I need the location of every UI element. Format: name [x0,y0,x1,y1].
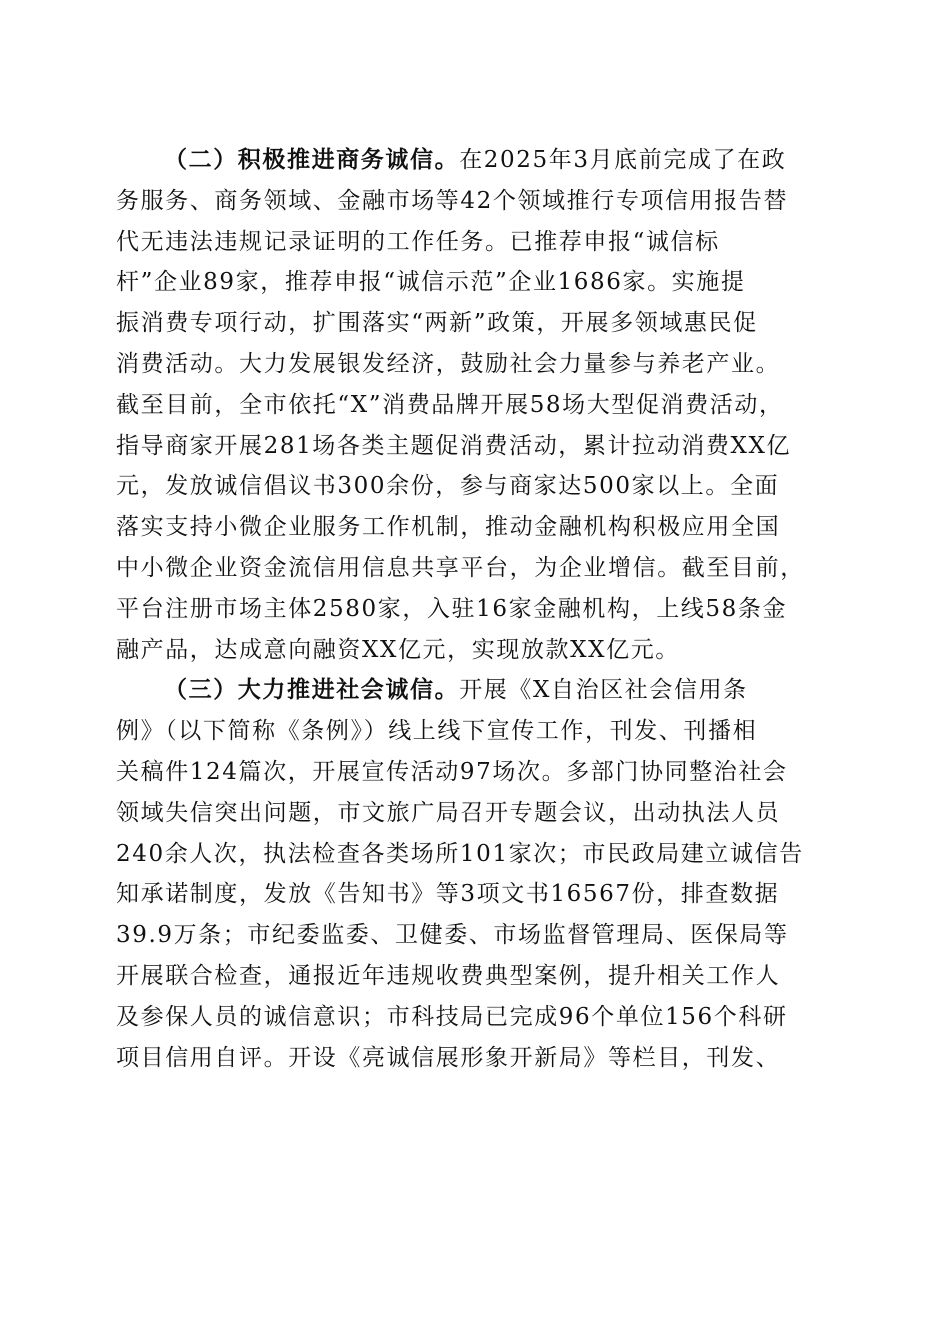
paragraph-2-line-6: 消费活动。大力发展银发经济，鼓励社会力量参与养老产业。 [116,350,781,377]
paragraph-3-line-10: 项目信用自评。开设《亮诚信展形象开新局》等栏目，刊发、 [116,1044,781,1071]
paragraph-3-line-5: 240余人次，执法检查各类场所101家次；市民政局建立诚信告 [116,840,804,867]
paragraph-2-line-3: 代无违法违规记录证明的工作任务。已推荐申报“诚信标 [116,228,720,255]
paragraph-2-line-9: 元，发放诚信倡议书300余份，参与商家达500家以上。全面 [116,473,780,500]
paragraph-3-line-8: 开展联合检查，通报近年违规收费典型案例，提升相关工作人 [116,962,781,989]
paragraph-2-line-5: 振消费专项行动，扩围落实“两新”政策，开展多领域惠民促 [116,310,758,337]
paragraph-2-heading: （二）积极推进商务诚信。 [164,146,460,173]
paragraph-2-line-7: 截至目前，全市依托“X”消费品牌开展58场大型促消费活动， [116,391,784,418]
paragraph-2-line-8: 指导商家开展281场各类主题促消费活动，累计拉动消费XX亿 [116,432,792,459]
paragraph-3-line-7: 39.9万条；市纪委监委、卫健委、市场监督管理局、医保局等 [116,922,789,949]
paragraph-3-line-6: 知承诺制度，发放《告知书》等3项文书16567份，排查数据 [116,881,780,908]
paragraph-3-line-3: 关稿件124篇次，开展宣传活动97场次。多部门协同整治社会 [116,758,788,785]
paragraph-3-heading: （三）大力推进社会诚信。 [164,676,460,704]
paragraph-2-line-4: 杆”企业89家，推荐申报“诚信示范”企业1686家。实施提 [116,269,746,296]
paragraph-2-line-1 [116,140,828,181]
paragraph-3-line-9: 及参保人员的诚信意识；市科技局已完成96个单位156个科研 [116,1003,788,1030]
paragraph-2-line-2: 务服务、商务领域、金融市场等42个领域推行专项信用报告替 [116,187,789,214]
paragraph-3-line-2: 例》（以下简称《条例》）线上线下宣传工作，刊发、刊播相 [116,718,758,745]
paragraph-2-line-11: 中小微企业资金流信用信息共享平台，为企业增信。截至目前， [116,554,805,581]
paragraph-2-line-10: 落实支持小微企业服务工作机制，推动金融机构积极应用全国 [116,514,781,541]
paragraph-2-line-13: 融产品，达成意向融资XX亿元，实现放款XX亿元。 [116,636,680,663]
paragraph-2-line-12: 平台注册市场主体2580家，入驻16家金融机构，上线58条金 [116,595,788,622]
document-body [116,140,828,1078]
paragraph-3-text: 开展《X自治区社会信用条 [459,677,748,704]
paragraph-3-line-1 [116,670,828,711]
paragraph-2-text: 在2025年3月底前完成了在政 [459,147,787,173]
paragraph-3-line-4: 领域失信突出问题，市文旅广局召开专题会议，出动执法人员 [116,799,781,826]
